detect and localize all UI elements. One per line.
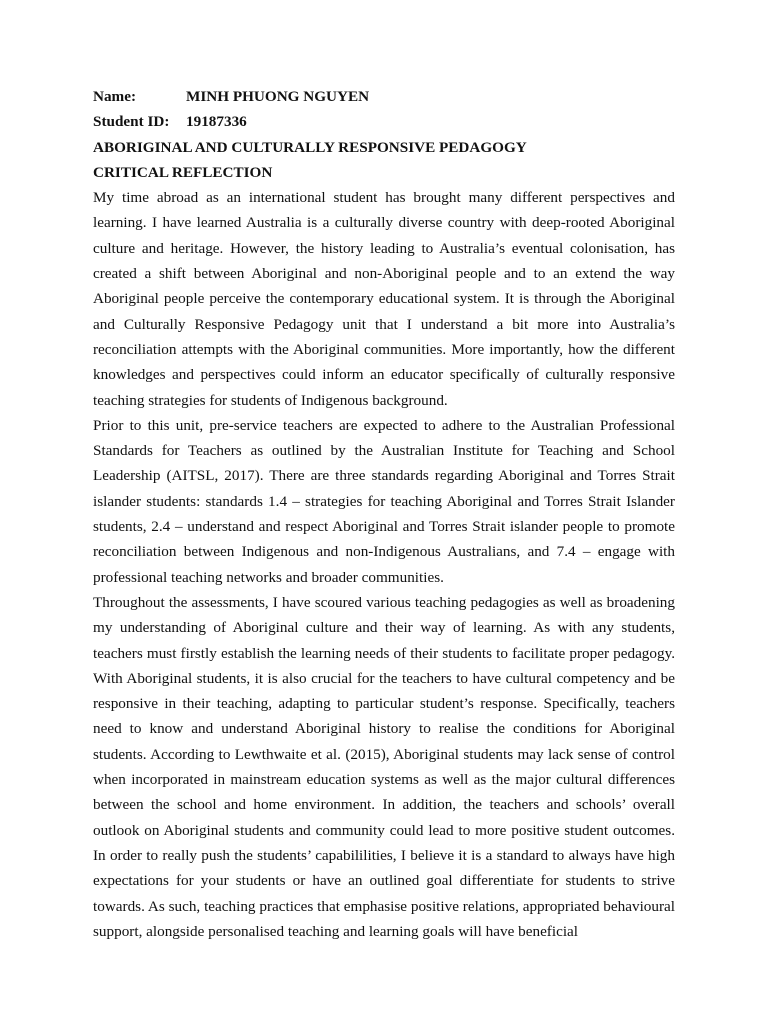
document-subtitle: CRITICAL REFLECTION bbox=[93, 163, 273, 181]
paragraph-1: My time abroad as an international student has brought many different perspectives and learning. I have learned Australia is a culturally diverse country with deep-rooted Aboriginal culture and heritage. However, the history leading to Australia’s eventual colonisation, has created a shift between Aboriginal and non-Aboriginal people and to an extend the way Aboriginal people perceive the contemporary educational system. It is through the Aboriginal and Culturally Responsive Pedagogy unit that I understand a bit more into Australia’s reconciliation attempts with the Aboriginal communities. More importantly, how the different knowledges and perspectives could inform an educator specifically of culturally responsive teaching strategies for students of Indigenous background. bbox=[93, 189, 675, 409]
name-label: Name: bbox=[93, 88, 137, 105]
student-id-row bbox=[93, 109, 675, 134]
student-id-value: 19187336 bbox=[186, 113, 247, 131]
student-id-label: Student ID: bbox=[93, 113, 170, 131]
name-row bbox=[93, 84, 675, 109]
paragraph-2: Prior to this unit, pre-service teachers are expected to adhere to the Australian Professional Standards for Teachers as outlined by the Australian Institute for Teaching and School Leadership (AITSL, 2017). There are three standards regarding Aboriginal and Torres Strait islander students: standards 1.4 – strategies for teaching Aboriginal and Torres Strait Islander students, 2.4 – understand and respect Aboriginal and Torres Strait islander people to promote reconciliation between Indigenous and non-Indigenous Australians, and 7.4 – engage with professional teaching networks and broader communities. bbox=[93, 416, 675, 586]
document-page bbox=[93, 84, 675, 944]
paragraph-3: Throughout the assessments, I have scoured various teaching pedagogies as well as broadening my understanding of Aboriginal culture and their way of learning. As with any students, teachers must firstly establish the learning needs of their students to facilitate proper pedagogy. With Aboriginal students, it is also crucial for the teachers to have cultural competency and be responsive in their teaching, adapting to particular student’s response. Specifically, teachers need to know and understand Aboriginal history to realise the conditions for Aboriginal students. According to Lewthwaite et al. (2015), Aboriginal students may lack sense of control when incorporated in mainstream education systems as well as the major cultural differences between the school and home environment. In addition, the teachers and schools’ overall outlook on Aboriginal students and community could lead to more positive student outcomes. In order to really push the students’ capabililities, I believe it is a standard to always have high expectations for your students or have an outlined goal differentiate for students to strive towards. As such, teaching practices that emphasise positive relations, appropriated behavioural support, alongside personalised teaching and learning goals will have beneficial bbox=[93, 593, 675, 940]
name-value: MINH PHUONG NGUYEN bbox=[186, 88, 370, 105]
document-title: ABORIGINAL AND CULTURALLY RESPONSIVE PEDAGOGY bbox=[93, 138, 527, 156]
